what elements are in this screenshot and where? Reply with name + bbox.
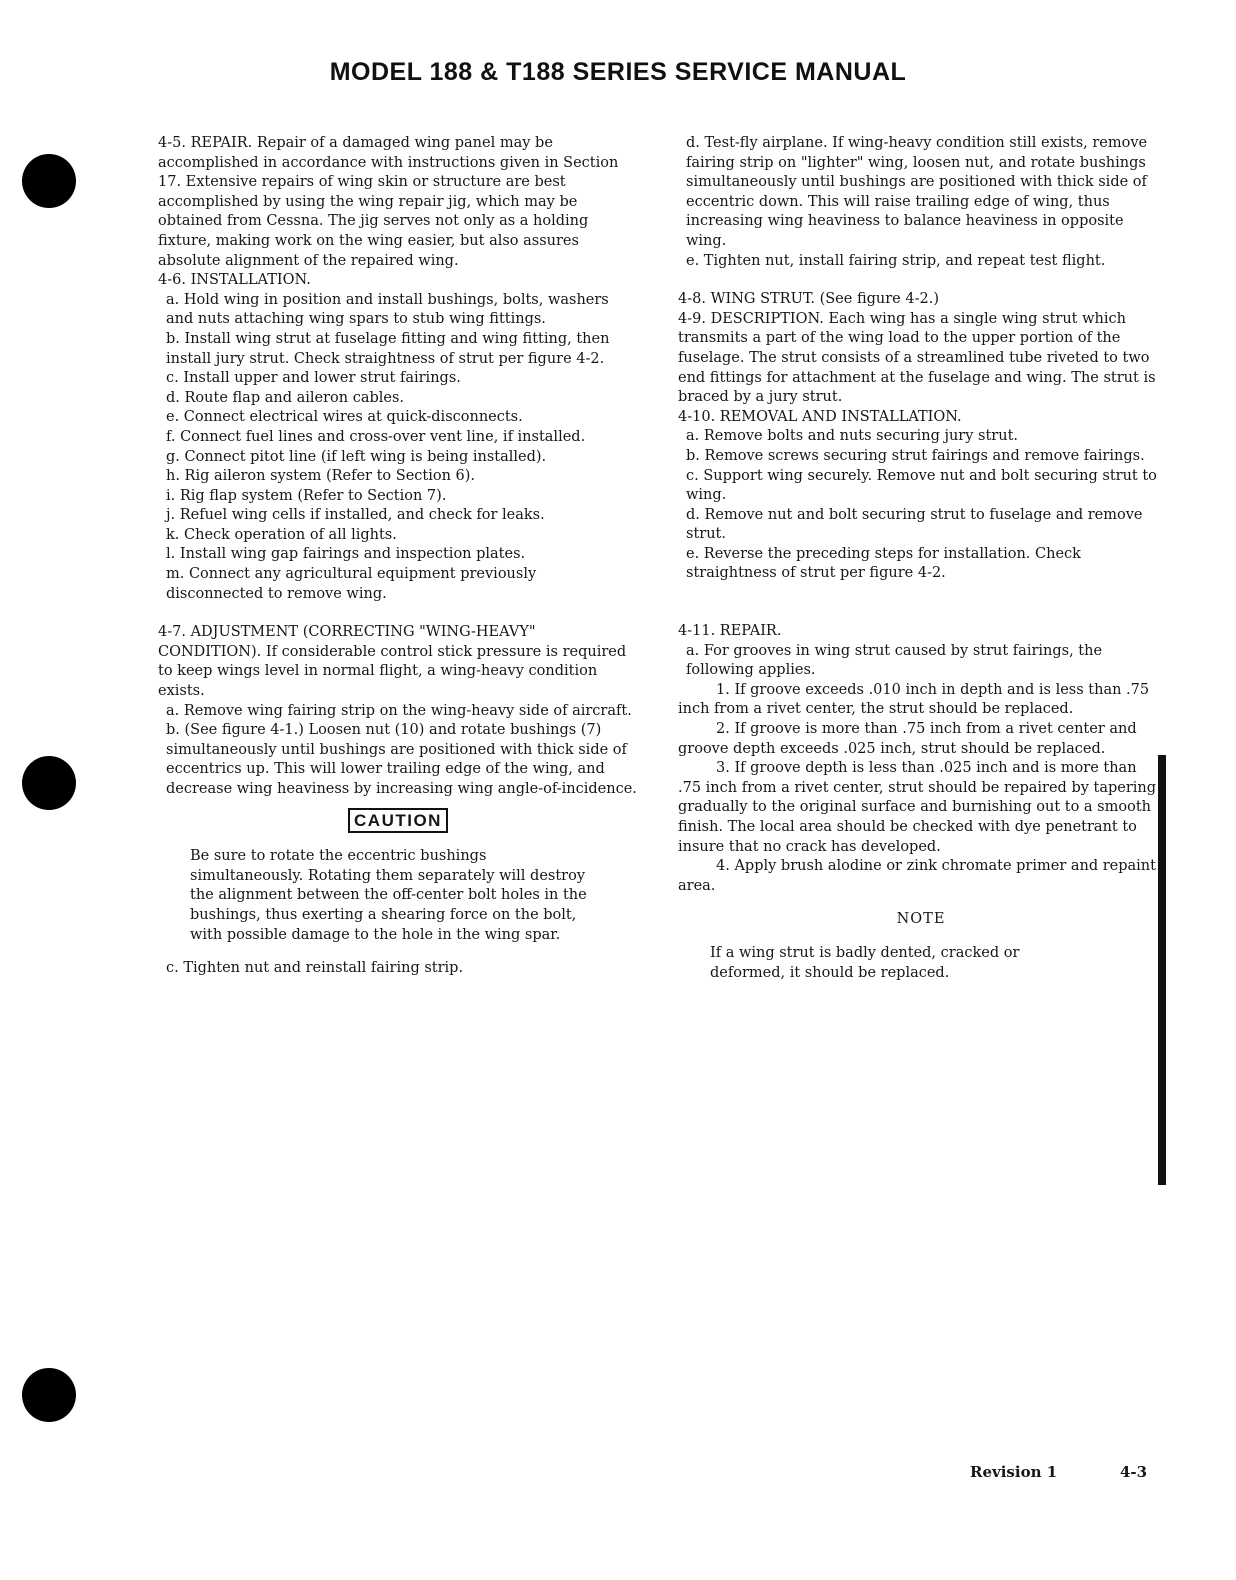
numbered-item: 2. If groove is more than .75 inch from a rivet center and groove depth exceeds .025 inch, strut should be replaced. [678, 721, 1137, 757]
revision-change-bar [1158, 755, 1166, 1185]
list-item: c. Tighten nut and reinstall fairing strip. [166, 960, 464, 977]
right-column [678, 134, 1164, 983]
binder-hole-top [22, 154, 76, 208]
list-item: j. Refuel wing cells if installed, and check for leaks. [166, 507, 545, 524]
footer-page-number: 4-3 [1120, 1463, 1148, 1481]
section-intro: 4-7. ADJUSTMENT (CORRECTING "WING-HEAVY" CONDITION). If considerable control stick pressure is required to keep wings level in normal flight, a wing-heavy condition exists. [158, 624, 627, 700]
list-item: e. Connect electrical wires at quick-disconnects. [166, 409, 523, 426]
list-item: e. Reverse the preceding steps for installation. Check straightness of strut per figure 4-2. [686, 545, 1081, 582]
section-4-7-adjustment [158, 623, 638, 979]
binder-hole-middle [22, 756, 76, 810]
left-column [158, 134, 638, 979]
list-item: l. Install wing gap fairings and inspection plates. [166, 546, 526, 563]
list-item: a. Hold wing in position and install bushings, bolts, washers and nuts attaching wing spars to stub wing fittings. [166, 291, 609, 328]
list-item: d. Remove nut and bolt securing strut to fuselage and remove strut. [686, 506, 1143, 543]
caution-heading [158, 808, 638, 834]
note-label: NOTE [896, 911, 946, 928]
list-item: c. Install upper and lower strut fairings. [166, 370, 461, 387]
list-item: h. Rig aileron system (Refer to Section 6). [166, 468, 476, 485]
numbered-item: 4. Apply brush alodine or zink chromate primer and repaint area. [678, 858, 1156, 894]
installation-steps [158, 291, 638, 605]
caution-label: CAUTION [348, 808, 448, 834]
list-item: a. For grooves in wing strut caused by strut fairings, the following applies. [686, 642, 1103, 679]
list-item: m. Connect any agricultural equipment previously disconnected to remove wing. [166, 566, 537, 602]
list-item: b. (See figure 4-1.) Loosen nut (10) and rotate bushings (7) simultaneously until bushings are positioned with thick side of eccentrics up. This will lower trailing edge of the wing, and decrease wing heaviness by increasing wing angle-of-incidence. [166, 722, 637, 797]
list-item: d. Route flap and aileron cables. [166, 389, 405, 406]
list-item: f. Connect fuel lines and cross-over vent line, if installed. [166, 428, 586, 445]
numbered-item: 1. If groove exceeds .010 inch in depth and is less than .75 inch from a rivet center, the strut should be replaced. [678, 681, 1150, 718]
list-item: g. Connect pitot line (if left wing is being installed). [166, 448, 547, 465]
footer-revision: Revision 1 [970, 1463, 1058, 1481]
list-item: i. Rig flap system (Refer to Section 7). [166, 487, 447, 504]
binder-hole-bottom [22, 1368, 76, 1422]
list-item: b. Remove screws securing strut fairings and remove fairings. [686, 447, 1145, 464]
section-title: 4-11. REPAIR. [678, 623, 782, 640]
section-title: 4-10. REMOVAL AND INSTALLATION. [678, 408, 962, 425]
list-item: e. Tighten nut, install fairing strip, and repeat test flight. [686, 252, 1106, 269]
section-4-7-continued [678, 134, 1164, 271]
section-4-5-repair: 4-5. REPAIR. Repair of a damaged wing panel may be accomplished in accordance with instructions given in Section 17. Extensive repairs of wing skin or structure are best accomplished by using the wing repair jig, which may be obtained from Cessna. The jig serves not only as a holding fixture, making work on the wing easier, but also assures absolute alignment of the repaired wing. [158, 135, 619, 269]
section-4-8-wing-strut: 4-8. WING STRUT. (See figure 4-2.) [678, 291, 939, 308]
section-4-9-description: 4-9. DESCRIPTION. Each wing has a single wing strut which transmits a part of the wing load to the upper portion of the fuselage. The strut consists of a streamlined tube riveted to two end fittings for attachment at the fuselage and wing. The strut is braced by a jury strut. [678, 310, 1156, 406]
caution-text: Be sure to rotate the eccentric bushings simultaneously. Rotating them separately will destroy the alignment between the off-center bolt holes in the bushings, thus exerting a shearing force on the bolt, with possible damage to the hole in the wing spar. [190, 848, 587, 943]
list-item: c. Support wing securely. Remove nut and bolt securing strut to wing. [686, 467, 1157, 504]
section-4-10-removal-installation [678, 408, 1164, 584]
list-item: b. Install wing strut at fuselage fitting and wing fitting, then install jury strut. Check straightness of strut per figure 4-2. [166, 330, 610, 367]
section-title: 4-6. INSTALLATION. [158, 272, 311, 289]
list-item: a. Remove wing fairing strip on the wing-heavy side of aircraft. [166, 702, 632, 719]
section-4-6-installation [158, 271, 638, 604]
section-4-11-repair [678, 622, 1164, 983]
numbered-item: 3. If groove depth is less than .025 inch and is more than .75 inch from a rivet center, strut should be repaired by tapering gradually to the original surface and burnishing out to a smooth finish. The local area should be checked with dye penetrant to insure that no crack has developed. [678, 760, 1157, 855]
list-item: d. Test-fly airplane. If wing-heavy condition still exists, remove fairing strip on "lighter" wing, loosen nut, and rotate bushings simultaneously until bushings are positioned with thick side of eccentric down. This will raise trailing edge of wing, thus increasing wing heaviness to balance heaviness in opposite wing. [686, 135, 1148, 249]
list-item: a. Remove bolts and nuts securing jury strut. [686, 428, 1018, 445]
list-item: k. Check operation of all lights. [166, 526, 397, 543]
page-header-title: MODEL 188 & T188 SERIES SERVICE MANUAL [329, 58, 907, 86]
note-text: If a wing strut is badly dented, cracked or deformed, it should be replaced. [710, 944, 1020, 981]
